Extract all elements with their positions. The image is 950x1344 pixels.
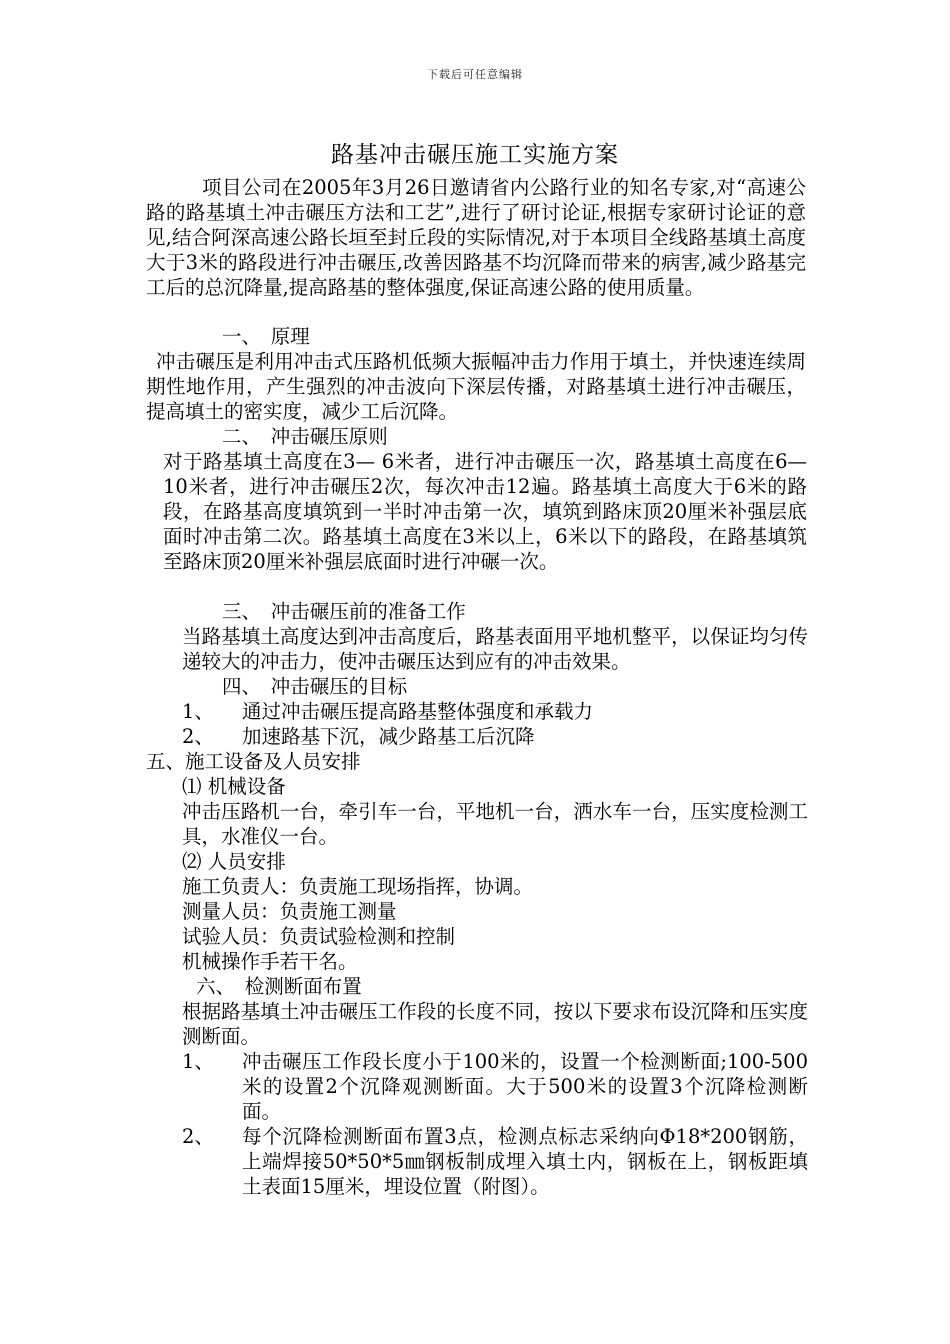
intro-paragraph: 项目公司在2005年3月26日邀请省内公路行业的知名专家,对“高速公路的路基填土冲击碾压方法和工艺”,进行了研讨论证,根据专家研讨论证的意见,结合阿深高速公路长垣至封丘段的实际情况,对于本项目全线路基填土高度大于3米的路段进行冲击碾压,改善因路基不均沉降而带来的病害,减少路基完工后的总沉降量,提高路基的整体强度,保证高速公路的使用质量。	[146, 176, 806, 299]
section-3-heading: 三、 冲击碾压前的准备工作	[222, 600, 466, 623]
section-1-heading: 一、 原理	[222, 325, 310, 348]
document-title: 路基冲击碾压施工实施方案	[331, 142, 619, 168]
list-item-number: 1、	[182, 1050, 214, 1073]
list-item-text: 通过冲击碾压提高路基整体强度和承载力	[242, 700, 594, 723]
list-item-number: 1、	[182, 700, 214, 723]
section-5-sub-heading: ⑴ 机械设备	[182, 775, 286, 798]
section-6-heading: 六、 检测断面布置	[196, 975, 362, 998]
equipment-text: 冲击压路机一台，牵引车一台，平地机一台，洒水车一台，压实度检测工具，水准仪一台。	[182, 800, 808, 848]
staff-line: 试验人员：负责试验检测和控制	[182, 925, 456, 948]
list-item	[182, 1124, 808, 1199]
staff-line: 机械操作手若干名。	[182, 950, 358, 973]
section-6-text: 根据路基填土冲击碾压工作段的长度不同，按以下要求布设沉降和压实度测断面。	[182, 1000, 808, 1048]
list-item-text: 冲击碾压工作段长度小于100米的，设置一个检测断面;100-500米的设置2个沉降观测断面。大于500米的设置3个沉降检测断面。	[242, 1050, 808, 1123]
section-1-text: 冲击碾压是利用冲击式压路机低频大振幅冲击力作用于填土，并快速连续周期性地作用，产生强烈的冲击波向下深层传播，对路基填土进行冲击碾压，提高填土的密实度，减少工后沉降。	[146, 350, 806, 423]
list-item	[182, 1049, 808, 1124]
list-item	[182, 724, 808, 749]
staff-line: 测量人员：负责施工测量	[182, 900, 397, 923]
section-2-text: 对于路基填土高度在3— 6米者，进行冲击碾压一次，路基填土高度在6—10米者，进行冲击碾压2次，每次冲击12遍。路基填土高度大于6米的路段，在路基高度填筑到一半时冲击第一次，填筑到路床顶20厘米补强层底面时冲击第二次。路基填土高度在3米以上，6米以下的路段，在路基填筑至路床顶20厘米补强层底面时进行冲碾一次。	[163, 450, 807, 573]
section-4-heading: 四、 冲击碾压的目标	[222, 675, 408, 698]
section-5-heading: 五、施工设备及人员安排	[146, 750, 361, 773]
list-item-number: 2、	[182, 1125, 214, 1148]
section-2-heading: 二、 冲击碾压原则	[222, 425, 388, 448]
list-item-number: 2、	[182, 725, 214, 748]
page-header: 下载后可任意编辑	[427, 68, 523, 81]
section-5-sub-heading: ⑵ 人员安排	[182, 850, 286, 873]
section-3-text: 当路基填土高度达到冲击高度后，路基表面用平地机整平，以保证均匀传递较大的冲击力，使冲击碾压达到应有的冲击效果。	[182, 625, 808, 673]
list-item	[182, 699, 808, 724]
list-item-text: 加速路基下沉，减少路基工后沉降	[242, 725, 535, 748]
staff-line: 施工负责人：负责施工现场指挥，协调。	[182, 875, 534, 898]
list-item-text: 每个沉降检测断面布置3点，检测点标志采纳向Φ18*200钢筋，上端焊接50*50*5㎜钢板制成埋入填土内，钢板在上，钢板距填土表面15厘米，埋设位置（附图）。	[242, 1125, 808, 1198]
